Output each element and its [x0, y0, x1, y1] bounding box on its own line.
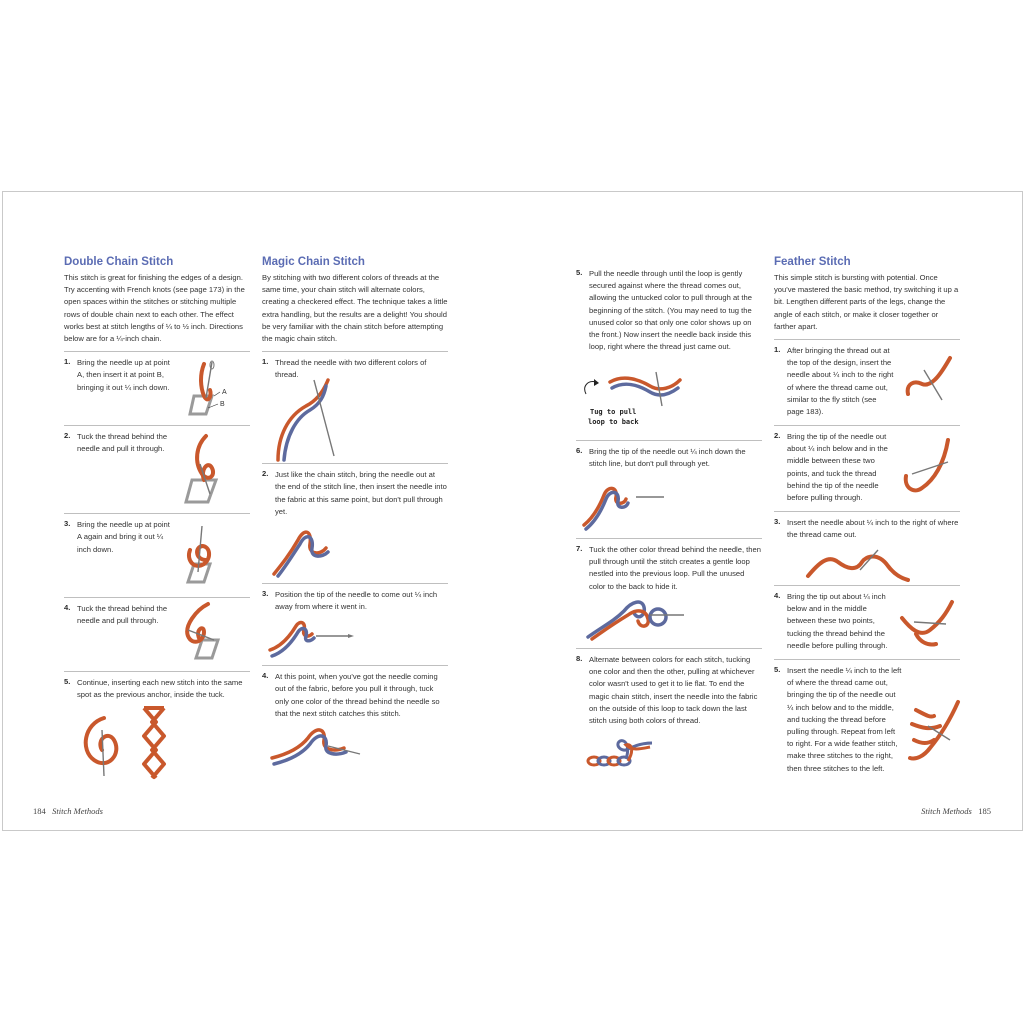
magic-chain-step-6: 6. Bring the tip of the needle out ¼ inch down the stitch line, but don't pull through yet.	[576, 440, 762, 538]
feather-step-4: 4. Bring the tip out about ¼ inch below and in the middle between these two points, tucking the thread behind the needle before pulling through.	[774, 585, 960, 659]
magic-chain-step-2: 2. Just like the chain stitch, bring the needle out at the end of the stitch line, then insert the needle into the fabric at this same point, but don't pull through yet.	[262, 463, 448, 583]
feather-column	[774, 256, 960, 781]
right-page-footer	[921, 806, 991, 816]
double-chain-step-2: 2. Tuck the thread behind the needle and pull it through.	[64, 425, 250, 513]
double-chain-title: Double Chain Stitch	[64, 256, 174, 268]
feather-step-1: 1. After bringing the thread out at the top of the design, insert the needle about ¼ inch to the right of where the thread came out, similar to the fly stitch (see page 183).	[774, 339, 960, 425]
magic-chain-column	[262, 256, 448, 775]
magic-step-6-illustration	[580, 475, 680, 531]
magic-step-1-illustration	[268, 376, 348, 462]
point-a-label: A	[222, 389, 227, 397]
magic-chain-step-7: 7. Tuck the other color thread behind the needle, then pull through until the stitch creates a gentle loop nestled into the previous loop. Pull the unused color to the back to hide it.	[576, 538, 762, 648]
feather-step-1-illustration	[900, 350, 960, 414]
magic-chain-continued-column	[576, 268, 762, 772]
step-1-illustration	[182, 356, 248, 420]
feather-step-3: 3. Insert the needle about ¼ inch to the right of where the thread came out.	[774, 511, 960, 585]
double-chain-column	[64, 256, 250, 795]
left-page-number: 184	[33, 806, 46, 816]
double-chain-step-1: 1. Bring the needle up at point A, then insert it at point B, bringing it out ¼ inch down. A B	[64, 351, 250, 425]
double-chain-step-5: 5. Continue, inserting each new stitch into the same spot as the previous anchor, inside the tuck.	[64, 671, 250, 795]
magic-chain-step-4: 4. At this point, when you've got the needle coming out of the fabric, before you pull it through, tuck only one color of the thread behind the needle so that the next stitch catches this stitch.	[262, 665, 448, 775]
magic-chain-step-8: 8. Alternate between colors for each stitch, tucking one color and then the other, pulling at whichever color wasn't used to get it to lie flat. To end the magic chain stitch, insert the needle into the fabric on the outside of this loop to tack down the last stitch using both colors of thread.	[576, 648, 762, 772]
magic-step-4-illustration	[268, 718, 378, 774]
magic-step-8-illustration	[586, 733, 706, 771]
left-page-footer	[33, 806, 103, 816]
magic-step-7-illustration	[584, 587, 694, 643]
magic-step-2-illustration	[268, 518, 358, 580]
double-chain-step-3: 3. Bring the needle up at point A again and bring it out ¼ inch down.	[64, 513, 250, 597]
magic-chain-intro: By stitching with two different colors of threads at the same time, your chain stitch will alternate colors, creating a checkered effect. The technique takes a little extra handling, but the results are a delight! You should be very familiar with the chain stitch before attempting the magic chain stitch.	[262, 273, 448, 344]
step-4-illustration	[174, 600, 240, 668]
feather-step-2: 2. Bring the tip of the needle out about ¼ inch below and in the middle between these two points, and tuck the thread behind the tip of the needle before pulling through.	[774, 425, 960, 511]
step-5-illustration	[74, 700, 244, 792]
feather-step-5: 5. Insert the needle ¼ inch to the left of where the thread came out, bringing the tip of the needle out ¼ inch below and to the middle, and tucking the thread before pulling through. Repeat from left to right. For a wide feather stitch, make three stitches to the right, then three stitches to the left.	[774, 659, 960, 781]
magic-chain-step-1: 1. Thread the needle with two different colors of thread.	[262, 351, 448, 463]
left-running-title: Stitch Methods	[52, 806, 103, 816]
feather-title: Feather Stitch	[774, 256, 851, 268]
step-2-illustration	[176, 432, 242, 510]
magic-chain-title: Magic Chain Stitch	[262, 256, 365, 268]
double-chain-step-4: 4. Tuck the thread behind the needle and pull through.	[64, 597, 250, 671]
magic-step-3-illustration	[266, 612, 366, 662]
feather-step-5-illustration	[906, 696, 966, 772]
tug-annotation-line-2: loop to back	[588, 418, 639, 426]
feather-step-4-illustration	[896, 594, 960, 654]
tug-annotation-line-1: Tug to pull	[590, 408, 637, 416]
feather-step-2-illustration	[898, 430, 960, 506]
right-page-number: 185	[978, 806, 991, 816]
step-3-illustration	[176, 520, 242, 594]
point-b-label: B	[220, 401, 225, 409]
magic-step-5-illustration	[580, 366, 690, 438]
double-chain-intro: This stitch is great for finishing the edges of a design. Try accenting with French knots (see page 173) in the open spaces within the stitches or stitching multiple rows of double chain next to each other. The effect works best at stitch lengths of ¼ to ½ inch. Directions below are for a ¼-inch chain.	[64, 273, 245, 344]
right-running-title: Stitch Methods	[921, 806, 972, 816]
feather-intro: This simple stitch is bursting with potential. Once you've mastered the basic method, try switching it up a bit. Lengthen different parts of the legs, change the angle of each stitch, or make it closer together or farther apart.	[774, 273, 959, 331]
magic-chain-step-5: 5. Pull the needle through until the loop is gently secured against where the thread comes out, allowing the untucked color to pull through at the beginning of the stitch. (You may need to tug the unused color so that only one color shows up on the front.) Now insert the needle back inside this loop, right where the thread just came out. Tug to pull loop to back	[576, 268, 762, 440]
feather-step-3-illustration	[804, 542, 914, 586]
magic-chain-step-3: 3. Position the tip of the needle to come out ¼ inch away from where it went in.	[262, 583, 448, 665]
